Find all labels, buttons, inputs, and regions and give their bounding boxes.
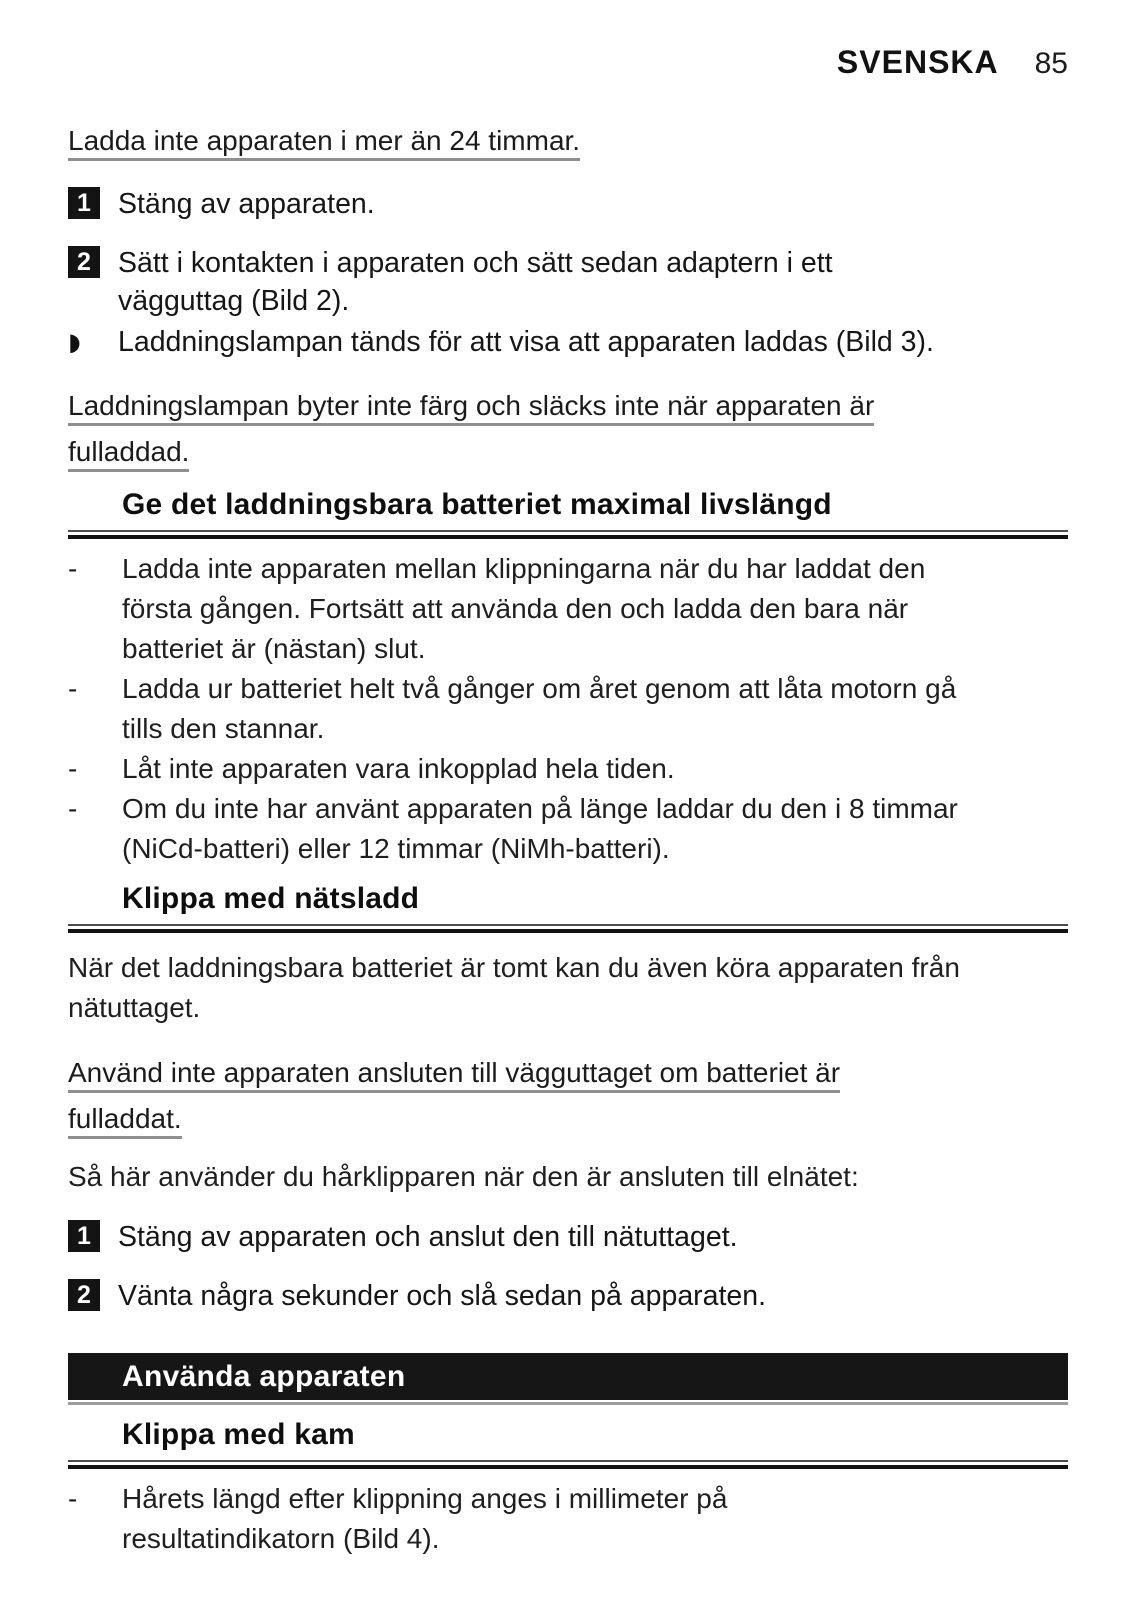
note-line: fulladdad.: [68, 429, 1068, 475]
dash-bullet: -: [68, 753, 78, 784]
note-line: Laddningslampan byter inte färg och släcks inte när apparaten är: [68, 383, 1068, 429]
text-line: Låt inte apparaten vara inkopplad hela tiden.: [122, 753, 675, 784]
text-line: batteriet är (nästan) slut.: [122, 633, 426, 664]
text-line: Ladda ur batteriet helt två gånger om året genom att låta motorn gå: [122, 673, 957, 704]
section-heading: Klippa med nätsladd: [122, 882, 420, 915]
chapter-banner-title: Använda apparaten: [122, 1359, 406, 1393]
note-line: fulladdat.: [68, 1096, 1068, 1142]
comb-list: [68, 1479, 1068, 1559]
battery-tips-list: [68, 549, 1068, 869]
language-title: SVENSKA: [836, 44, 999, 80]
banner-shadow-line: [68, 1402, 1068, 1405]
note-max-charge: [68, 118, 1068, 164]
step-number-box: 2: [68, 1279, 100, 1311]
mains-step-1: [68, 1218, 1068, 1256]
paragraph: [68, 948, 1068, 1028]
text-line: Stäng av apparaten och anslut den till nätuttaget.: [118, 1221, 738, 1253]
text-line: När det laddningsbara batteriet är tomt kan du även köra apparaten från: [68, 952, 960, 983]
dash-bullet: -: [68, 1483, 78, 1514]
text-line: Så här använder du hårklipparen när den är ansluten till elnätet:: [68, 1161, 859, 1192]
list-item: [68, 669, 1068, 749]
result-text: Laddningslampan tänds för att visa att apparaten laddas (Bild 3).: [118, 326, 934, 358]
text-line: tills den stannar.: [122, 713, 325, 744]
section-cord-use: [68, 881, 1068, 1315]
text-line: resultatindikatorn (Bild 4).: [122, 1523, 440, 1554]
text-line: Ladda inte apparaten mellan klippningarna när du har laddat den: [122, 553, 926, 584]
text-line: Hårets längd efter klippning anges i millimeter på: [122, 1483, 728, 1514]
note-charge-light: [68, 383, 1068, 475]
list-item: [68, 789, 1068, 869]
list-item: [68, 1479, 1068, 1559]
note-mains-use: [68, 1050, 1068, 1142]
list-item: [68, 549, 1068, 669]
step-text: [118, 244, 833, 320]
dash-bullet: -: [68, 673, 78, 704]
text-line: första gången. Fortsätt att använda den och ladda den bara när: [122, 593, 909, 624]
text-line: nätuttaget.: [68, 992, 201, 1023]
step-number-box: 1: [68, 187, 100, 219]
text-line: Om du inte har använt apparaten på länge laddar du den i 8 timmar: [122, 793, 958, 824]
text-line: Vänta några sekunder och slå sedan på apparaten.: [118, 1280, 767, 1312]
page-number: 85: [1034, 47, 1068, 80]
heading-rule: [68, 1460, 1068, 1469]
step-number-box: 1: [68, 1220, 100, 1252]
mains-step-2: [68, 1277, 1068, 1315]
text-line: Sätt i kontakten i apparaten och sätt sedan adaptern i ett: [118, 247, 833, 279]
paragraph: [68, 1157, 1068, 1197]
dash-bullet: -: [68, 553, 78, 584]
charge-step-2: [68, 244, 1068, 320]
note-line: Ladda inte apparaten i mer än 24 timmar.: [68, 118, 1068, 164]
heading-rule: [68, 924, 1068, 933]
text-line: vägguttag (Bild 2).: [118, 285, 350, 317]
step-number-box: 2: [68, 246, 100, 278]
dash-bullet: -: [68, 793, 78, 824]
result-indicator-line: [68, 323, 1068, 361]
section-heading: Ge det laddningsbara batteriet maximal livslängd: [122, 488, 832, 521]
half-circle-bullet-icon: ◗: [68, 328, 81, 356]
page-header: [68, 0, 1068, 84]
section-battery-life: [68, 487, 1068, 869]
note-line: Använd inte apparaten ansluten till vägguttaget om batteriet är: [68, 1050, 1068, 1096]
step-text: [118, 1218, 738, 1256]
text-line: (NiCd-batteri) eller 12 timmar (NiMh-batteri).: [122, 833, 670, 864]
step-text: [118, 185, 375, 223]
text-line: Stäng av apparaten.: [118, 188, 375, 220]
heading-rule: [68, 530, 1068, 539]
list-item: [68, 749, 1068, 789]
chapter-banner: [68, 1353, 1068, 1400]
step-text: [118, 1277, 766, 1315]
section-heading: Klippa med kam: [122, 1418, 355, 1451]
charge-step-1: [68, 185, 1068, 223]
section-comb-cutting: [68, 1417, 1068, 1559]
